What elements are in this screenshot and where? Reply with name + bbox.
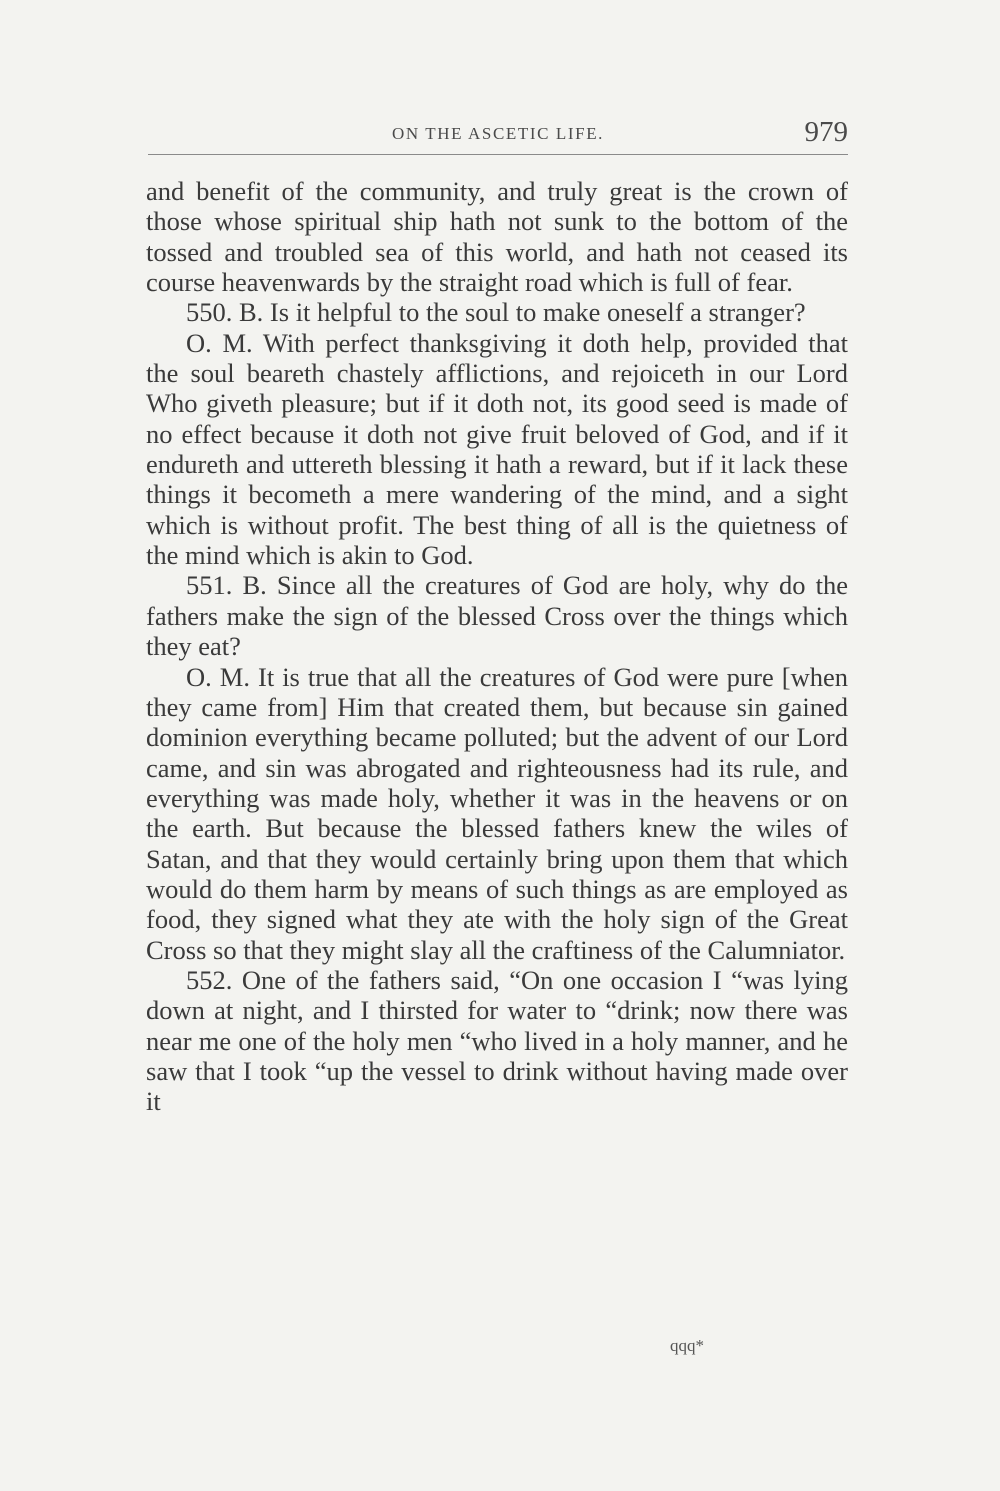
paragraph-550-answer: O. M. With perfect thanksgiving it doth help, provided that the soul beareth chastely afflictions, and rejoiceth in our Lord Who giveth pleasure; but if it doth not, its good seed is made of no effect because it doth not give fruit beloved of God, and if it endureth and uttereth blessing it hath a reward, but if it lack these things it becometh a mere wandering of the mind, and a sight which is without profit. The best thing of all is the quietness of the mind which is akin to God. — [146, 327, 848, 571]
paragraph-550-question: 550. B. Is it helpful to the soul to make oneself a stranger? — [186, 297, 806, 328]
page-number: 979 — [804, 116, 848, 148]
paragraph-continuation: and benefit of the community, and truly great is the crown of those whose spiritual ship hath not sunk to the bottom of the tossed and troubled sea of this world, and hath not ceased its course heavenwards by the straight road which is full of fear. — [146, 176, 848, 298]
running-title: ON THE ASCETIC LIFE. — [391, 124, 605, 143]
running-header — [148, 118, 848, 155]
paragraph-551-answer: O. M. It is true that all the creatures of God were pure [when they came from] Him that created them, but because sin gained dominion everything became polluted; but the advent of our Lord came, and sin was abrogated and righteousness had its rule, and everything was made holy, whether it was in the heavens or on the earth. But because the blessed fathers knew the wiles of Satan, and that they would certainly bring upon them that which would do them harm by means of such things as are employed as food, they signed what they ate with the holy sign of the Great Cross so that they might slay all the craftiness of the Calumniator. — [146, 661, 848, 965]
paragraph-552: 552. One of the fathers said, “On one occasion I “was lying down at night, and I thirsted for water to “drink; now there was near me one of the holy men “who lived in a holy manner, and he saw that I took “up the vessel to drink without having made over it — [146, 964, 848, 1117]
signature-mark: qqq* — [670, 1336, 704, 1355]
paragraph-551-question: 551. B. Since all the creatures of God are holy, why do the fathers make the sign of the blessed Cross over the things which they eat? — [146, 570, 848, 662]
body-text — [146, 176, 848, 1117]
